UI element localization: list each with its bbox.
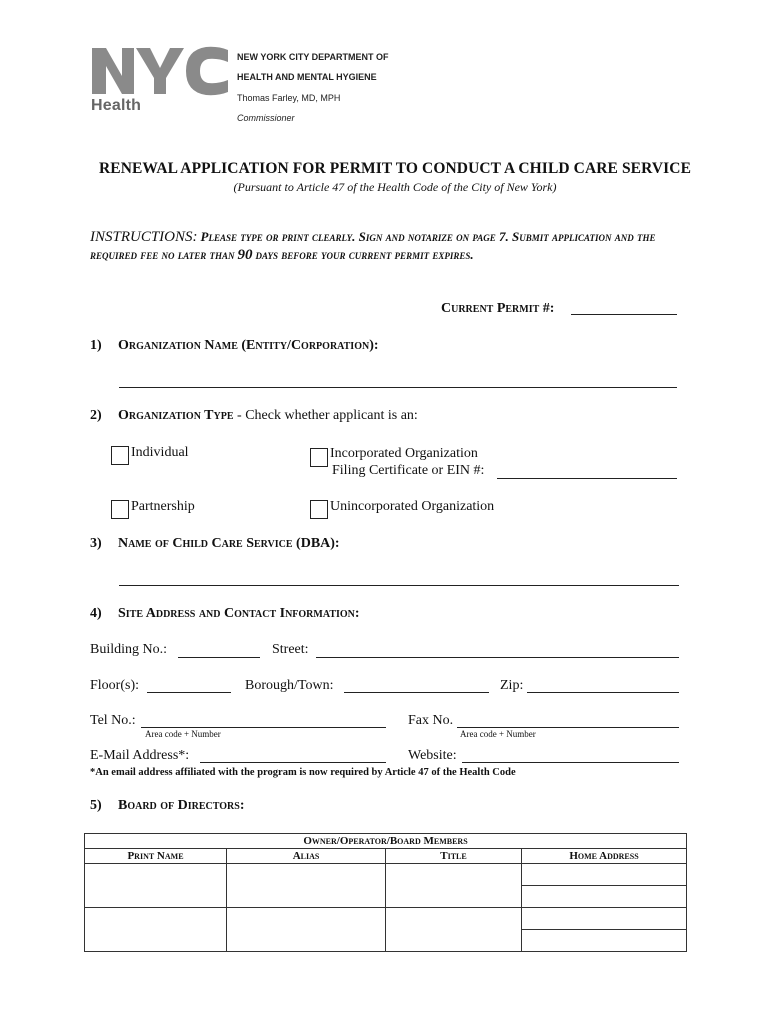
- current-permit-label: Current Permit #:: [441, 301, 555, 316]
- tel-area-code-hint: Area code + Number: [145, 729, 221, 739]
- row-2-alias-cell[interactable]: [227, 908, 386, 952]
- dba-name-field[interactable]: [119, 585, 679, 586]
- section-1-label: Organization Name (Entity/Corporation):: [118, 338, 379, 353]
- borough-label: Borough/Town:: [245, 678, 334, 693]
- department-line-2: HEALTH AND MENTAL HYGIENE: [237, 72, 377, 82]
- ein-field[interactable]: [497, 478, 677, 479]
- email-label: E-Mail Address*:: [90, 748, 190, 763]
- section-1-number: 1): [90, 338, 102, 353]
- instructions-body: Please type or print clearly. Sign and notarize on page 7. Submit application and the required fee no later than: [90, 229, 656, 262]
- column-title: Title: [386, 849, 522, 864]
- zip-label: Zip:: [500, 678, 524, 693]
- row-1-alias-cell[interactable]: [227, 864, 386, 908]
- incorporated-checkbox[interactable]: [310, 448, 328, 467]
- row-2-print-name-cell[interactable]: [85, 908, 227, 952]
- section-2-label: Organization Type: [118, 408, 234, 423]
- department-line-1: NEW YORK CITY DEPARTMENT OF: [237, 52, 389, 62]
- website-label: Website:: [408, 748, 457, 763]
- instructions: [90, 228, 690, 264]
- board-members-table: [84, 833, 687, 952]
- tel-field[interactable]: [141, 727, 386, 728]
- section-3-label: Name of Child Care Service (DBA):: [118, 536, 340, 551]
- filing-certificate-label: Filing Certificate or EIN #:: [332, 463, 485, 478]
- individual-checkbox[interactable]: [111, 446, 129, 465]
- section-3-number: 3): [90, 536, 102, 551]
- street-field[interactable]: [316, 657, 679, 658]
- section-5-number: 5): [90, 798, 102, 813]
- partnership-checkbox[interactable]: [111, 500, 129, 519]
- row-2-title-cell[interactable]: [386, 908, 522, 952]
- fax-area-code-hint: Area code + Number: [460, 729, 536, 739]
- commissioner-title: Commissioner: [237, 113, 295, 123]
- individual-label: Individual: [131, 445, 189, 460]
- row-2-address-cell-b[interactable]: [522, 930, 687, 952]
- section-2-header: [118, 408, 418, 424]
- section-5-label: Board of Directors:: [118, 798, 245, 813]
- email-field[interactable]: [200, 762, 386, 763]
- health-wordmark: Health: [91, 97, 142, 114]
- row-1-address-cell-a[interactable]: [522, 864, 687, 886]
- board-table-title: Owner/Operator/Board Members: [85, 834, 687, 849]
- row-1-address-cell-b[interactable]: [522, 886, 687, 908]
- instructions-days: 90: [237, 247, 253, 263]
- fax-label: Fax No.: [408, 713, 454, 728]
- section-4-label: Site Address and Contact Information:: [118, 606, 360, 621]
- fax-field[interactable]: [457, 727, 679, 728]
- row-1-print-name-cell[interactable]: [85, 864, 227, 908]
- column-print-name: Print Name: [85, 849, 227, 864]
- form-title: RENEWAL APPLICATION FOR PERMIT TO CONDUCT A CHILD CARE SERVICE: [98, 160, 692, 177]
- current-permit-field[interactable]: [571, 314, 677, 315]
- partnership-label: Partnership: [131, 499, 195, 514]
- section-2-hint: - Check whether applicant is an:: [233, 408, 418, 423]
- nyc-logo: [90, 44, 230, 98]
- unincorporated-checkbox[interactable]: [310, 500, 328, 519]
- borough-field[interactable]: [344, 692, 489, 693]
- building-label: Building No.:: [90, 642, 168, 657]
- section-2-number: 2): [90, 408, 102, 423]
- incorporated-label: Incorporated Organization: [330, 446, 478, 461]
- website-field[interactable]: [462, 762, 679, 763]
- row-2-address-cell-a[interactable]: [522, 908, 687, 930]
- street-label: Street:: [272, 642, 309, 657]
- form-subtitle: (Pursuant to Article 47 of the Health Code of the City of New York): [233, 180, 557, 194]
- organization-name-field[interactable]: [119, 387, 677, 388]
- column-home-address: Home Address: [522, 849, 687, 864]
- instructions-tail: days before your current permit expires.: [255, 247, 474, 262]
- section-4-number: 4): [90, 606, 102, 621]
- building-field[interactable]: [178, 657, 260, 658]
- column-alias: Alias: [227, 849, 386, 864]
- floor-label: Floor(s):: [90, 678, 139, 693]
- tel-label: Tel No.:: [90, 713, 136, 728]
- unincorporated-label: Unincorporated Organization: [330, 499, 495, 514]
- instructions-heading: INSTRUCTIONS:: [90, 229, 198, 245]
- commissioner-name: Thomas Farley, MD, MPH: [237, 93, 341, 103]
- floor-field[interactable]: [147, 692, 231, 693]
- zip-field[interactable]: [527, 692, 679, 693]
- email-requirement-note: *An email address affiliated with the program is now required by Article 47 of the Health Code: [90, 767, 516, 778]
- row-1-title-cell[interactable]: [386, 864, 522, 908]
